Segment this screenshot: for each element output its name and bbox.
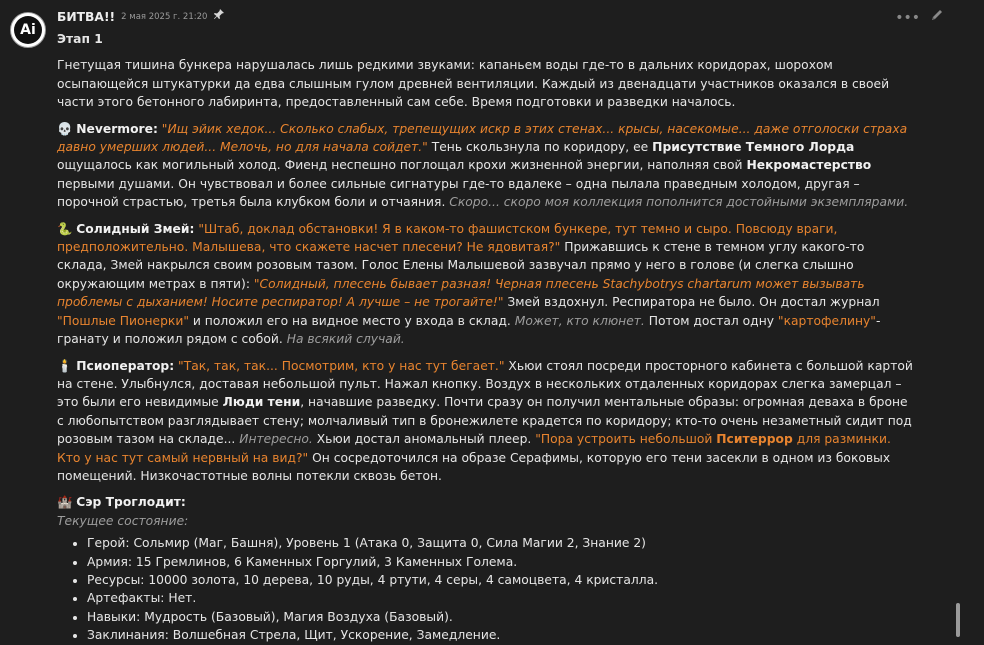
item-name: "Пошлые Пионерки" (57, 313, 189, 328)
author-name[interactable]: БИТВА!! (57, 9, 116, 24)
text: первыми душами. Он чувствовал и более сильные сигнатуры где-то вдалеке – одна пылала праведным холодом, другая – порочной страстью, третья была клубком боли и отчаяния. (57, 176, 860, 210)
char-name-nevermore: Nevermore: (76, 121, 158, 136)
list-item: • Артефакты: Нет. (87, 589, 914, 607)
aside-text: Интересно. (239, 432, 313, 447)
text: Он сосредоточился на образе Серафимы, которую его тени засекли в одном из боковых помещений. Низкочастотные волны потекли сквозь бетон. (57, 450, 891, 483)
state-label: Текущее состояние: (57, 513, 189, 528)
stage-title: Этап 1 (57, 32, 103, 46)
avatar-logo: Ai (14, 16, 42, 44)
list-item: • Герой: Сольмир (Маг, Башня), Уровень 1 (Атака 0, Защита 0, Сила Магии 2, Знание 2) (87, 534, 914, 552)
quote-psioperator: "Так, так, так... Посмотрим, кто у нас тут бегает." (178, 358, 505, 373)
text: и положил его на видное место у входа в склад. (188, 313, 515, 328)
text: Потом достал одну (644, 313, 778, 328)
text: -гранату и положил рядом с собой. (57, 313, 881, 347)
text: Змей вздохнул. Респиратора не было. Он достал журнал (503, 295, 880, 310)
char-name-snake: Солидный Змей: (76, 221, 195, 236)
message-header (57, 8, 225, 26)
pin-icon (213, 8, 225, 26)
timestamp: 2 мая 2025 г. 21:20 (121, 11, 208, 22)
castle-emoji: 🏰 (57, 495, 73, 510)
bold-ability: Люди тени (222, 395, 301, 410)
candle-emoji: 🕯️ (57, 358, 73, 373)
intro-paragraph: Гнетущая тишина бункера нарушалась лишь редкими звуками: капаньем воды где-то в дальних коридорах, шорохом осыпающейся штукатурки да едва слышным гулом древней вентиляции. Каждый из двенадцати участников оказался в своей части этого бетонного лабиринта, предоставленный сам себе. Время подготовки и разведки началось. (57, 58, 890, 110)
quote-nevermore: "Ищ эйик хедок... Сколько слабых, трепещущих искр в этих стенах... крысы, насекомые... даже отголоски страха давно умерших людей... Мелочь, но для начала сойдет." (57, 121, 908, 155)
paragraph-nevermore (57, 120, 914, 212)
text: Хьюи достал аномальный плеер. (312, 432, 536, 447)
scrollbar-thumb[interactable] (956, 603, 960, 637)
text: , начавшие разведку. Почти сразу он получил ментальные образы: огромная деваха в броне с любопытством разглядывает стену; молчаливый тип в бронежилете крадется по коридору; кто-то очень незаметный сидит под розовым тазом на складе... (57, 395, 912, 447)
item-name: "картофелину" (777, 313, 876, 328)
text: Тень скользнула по коридору, ее (427, 140, 653, 155)
status-list (57, 534, 914, 644)
message-body (57, 30, 914, 645)
list-item: • Ресурсы: 10000 золота, 10 дерева, 10 руды, 4 ртути, 4 серы, 4 самоцвета, 4 кристалла. (87, 571, 914, 589)
skull-emoji: 💀 (57, 121, 73, 136)
paragraph-troglodyte (57, 493, 914, 644)
quote-malysheva: "Солидный, плесень бывает разная! Черная плесень Stachybotrys chartarum может вызывать проблемы с дыханием! Носите респиратор! А лучше – не трогайте!" (57, 276, 865, 310)
snake-emoji: 🐍 (57, 221, 73, 236)
paragraph-snake (57, 220, 914, 349)
text: Хьюи стоял посреди просторного кабинета с большой картой на стене. Улыбнулся, доставая небольшой пульт. Нажал кнопку. Воздух в нескольких отдаленных коридорах слегка замерцал – это были его невидимые (57, 358, 913, 410)
char-name-troglodyte: Сэр Троглодит: (76, 495, 186, 510)
list-item: • Армия: 15 Гремлинов, 6 Каменных Горгулий, 3 Каменных Голема. (87, 553, 914, 571)
avatar[interactable] (10, 12, 46, 48)
bold-ability: Присутствие Темного Лорда (652, 140, 855, 155)
aside-text: Скоро... скоро моя коллекция пополнится достойными экземплярами. (449, 195, 909, 210)
edit-icon[interactable] (930, 8, 944, 27)
list-item: • Заклинания: Волшебная Стрела, Щит, Ускорение, Замедление. (87, 626, 914, 644)
text: Прижавшись к стене в темном углу какого-то склада, Змей накрылся своим розовым тазом. Голос Елены Малышевой зазвучал прямо у него в голове (и слегка слышно окружающим метрах в пяти): (57, 240, 865, 291)
paragraph-psioperator (57, 357, 914, 486)
bold-ability: Некромастерство (746, 158, 872, 173)
bold-ability: Пситеррор (716, 432, 793, 447)
quote-psioperator-2: "Пора устроить небольшой (535, 432, 717, 447)
quote-snake: "Штаб, доклад обстановки! Я в каком-то фашистском бункере, тут темно и сыро. Повсюду враги, предположительно. Малышева, что скажете насчет плесени? Не ядовитая?" (57, 221, 838, 255)
more-icon[interactable]: ••• (895, 9, 920, 26)
aside-text: Может, кто клюнет. (514, 313, 645, 328)
text: ощущалось как могильный холод. Фиенд неспешно поглощал крохи жизненной энергии, наполняя свой (57, 158, 747, 173)
list-item: • Навыки: Мудрость (Базовый), Магия Воздуха (Базовый). (87, 608, 914, 626)
message-actions (895, 8, 944, 27)
aside-text: На всякий случай. (286, 332, 405, 347)
quote-psioperator-2: для разминки. Кто у нас тут самый нервный на вид?" (57, 432, 891, 465)
char-name-psioperator: Псиоператор: (76, 358, 175, 373)
